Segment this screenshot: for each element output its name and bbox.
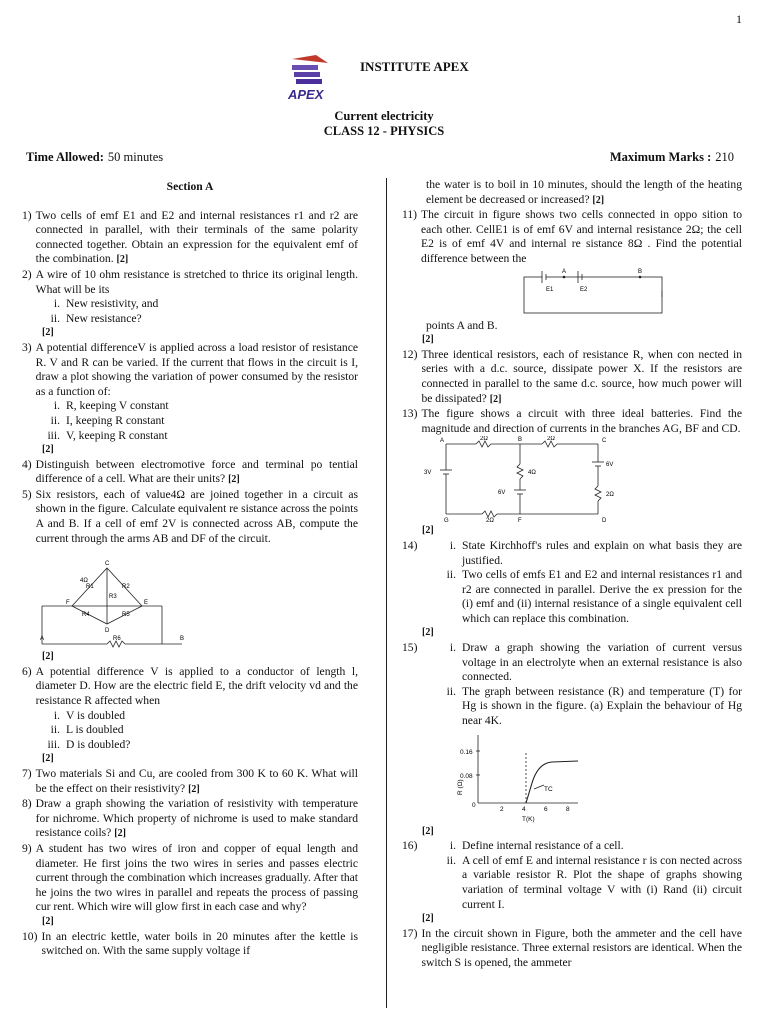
- svg-text:0: 0: [472, 801, 476, 809]
- sub-item: iii. D is doubled?: [47, 737, 131, 751]
- question-number: 8): [22, 797, 32, 811]
- svg-text:4Ω: 4Ω: [80, 578, 88, 585]
- marks-tag: [2]: [42, 753, 54, 765]
- marks-tag: [2]: [228, 474, 240, 486]
- figure-six-resistors: [22, 546, 358, 650]
- apex-logo: [286, 55, 334, 105]
- question-number: 14): [402, 538, 418, 552]
- marks-tag: [2]: [422, 525, 434, 537]
- question-text: The figure shows a circuit with three ideal batteries. Find the magnitude and direction of currents in the branches AG, BF and CD.: [421, 407, 742, 435]
- question-text: A student has two wires of iron and copper of equal length and diameter. He first joins the two wires in series and passes electric current through the combination which increases gradually. After that he joins the two wires in parallel and repeats the process of passing cur rent. Which wire will glow first in each case and why?: [35, 841, 358, 914]
- question-10-continued: the water is to boil in 10 minutes, should the length of the heating element be decreased or increased? [2]: [426, 178, 742, 206]
- marks-tag: [2]: [116, 254, 129, 266]
- marks-tag: [2]: [422, 913, 434, 925]
- svg-text:2Ω: 2Ω: [486, 518, 494, 525]
- svg-text:0.16: 0.16: [460, 748, 473, 756]
- column-divider: [386, 178, 387, 1008]
- svg-text:E2: E2: [580, 286, 588, 293]
- svg-text:R6: R6: [113, 636, 121, 643]
- svg-text:8: 8: [566, 805, 570, 813]
- question-2: [22, 268, 358, 297]
- marks-tag: [2]: [188, 783, 200, 795]
- topic-title: Current electricity: [334, 109, 434, 123]
- question-12: [402, 348, 742, 407]
- marks-tag: [2]: [422, 825, 434, 837]
- svg-text:B: B: [518, 437, 523, 444]
- marks-tag: [2]: [42, 444, 54, 456]
- svg-text:E: E: [144, 600, 149, 607]
- question-text: Two materials Si and Cu, are cooled from 300 K to 60 K. What will be the effect on their resistivity?: [35, 767, 358, 795]
- figure-three-batteries: [402, 436, 742, 524]
- question-7: [22, 767, 358, 797]
- question-number: 17): [402, 926, 418, 940]
- svg-text:4: 4: [522, 805, 526, 813]
- question-4: [22, 458, 358, 488]
- class-title: CLASS 12 - PHYSICS: [323, 124, 445, 138]
- question-number: 10): [22, 929, 38, 943]
- right-column: [402, 178, 742, 971]
- svg-text:0.08: 0.08: [460, 772, 473, 780]
- question-text: In the circuit shown in Figure, both the ammeter and the cell have negligible resistance. Three external resistors are identical. When the switch S is opened, the ammeter: [421, 926, 742, 969]
- marks-tag: [2]: [422, 627, 434, 639]
- question-11: [402, 208, 742, 266]
- question-14: 14) i. State Kirchhoff's rules and explain on what basis they are justified. ii. Two cells of emfs E1 and E2 and internal resistances r1 and r2 are connected in parallel. Derive the ex pression for the (i) emf and (ii) internal resistance of a single equivalent cell which can replace this combination.: [402, 538, 742, 625]
- time-allowed: [26, 150, 163, 165]
- svg-text:R4: R4: [82, 612, 90, 619]
- svg-text:R (Ω): R (Ω): [457, 778, 464, 795]
- svg-text:A: A: [440, 438, 445, 445]
- question-number: 3): [22, 340, 32, 354]
- sub-item: ii. I, keeping R constant: [50, 413, 165, 427]
- svg-text:F: F: [66, 600, 70, 607]
- question-17: [402, 927, 742, 971]
- sub-item: i. New resistivity, and: [53, 297, 159, 311]
- marks-value: 210: [715, 150, 734, 164]
- svg-text:D: D: [105, 628, 110, 635]
- question-text: A potential difference V is applied to a conductor of length l, diameter D. How are the electric field E, the drift velocity vd and the resistance R affected when: [35, 664, 358, 708]
- question-text: Three identical resistors, each of resistance R, when con nected in series with a d.c. source, dissipate power X. If the resistors are connected in parallel to the same d.c. source, how much power will be dissipated?: [421, 347, 742, 405]
- question-number: 1): [22, 208, 32, 222]
- svg-text:3V: 3V: [424, 470, 432, 477]
- sub-item: ii. New resistance?: [50, 311, 142, 325]
- svg-text:R2: R2: [122, 584, 130, 591]
- figure-two-cells: [402, 267, 742, 319]
- svg-text:6V: 6V: [606, 462, 614, 469]
- figure-hg-resistance-graph: [402, 729, 742, 825]
- svg-text:R5: R5: [122, 612, 130, 619]
- sub-item: iii. V, keeping R constant: [47, 428, 168, 442]
- page-number: 1: [736, 12, 742, 26]
- question-text: Distinguish between electromotive force and terminal po tential difference of a cell. What are their units?: [35, 457, 358, 486]
- question-text: A potential differenceV is applied across a load resistor of resistance R. V and R can be varied. If the current that flows in the circuit is I, draw a plot showing the variation of power consumed by the resistor as a function of:: [35, 340, 358, 398]
- question-11-continued: points A and B.: [426, 318, 498, 332]
- left-column: [22, 178, 358, 959]
- svg-text:C: C: [105, 561, 110, 568]
- marks-tag: [2]: [42, 327, 54, 339]
- question-number: 2): [22, 267, 32, 281]
- question-text: Two cells of emf E1 and E2 and internal resistances r1 and r2 are connected in parallel, with their terminals of the same polarity connected together. Obtain an expression for the equivalent emf of the combination.: [35, 208, 358, 266]
- marks-tag: [2]: [422, 334, 434, 346]
- svg-text:A: A: [562, 268, 567, 275]
- svg-text:B: B: [638, 268, 643, 275]
- svg-text:2Ω: 2Ω: [547, 436, 555, 443]
- question-5: [22, 488, 358, 546]
- sub-item: ii. L is doubled: [50, 723, 124, 737]
- question-text: In an electric kettle, water boils in 20 minutes after the kettle is switched on. With the same supply voltage if: [41, 929, 358, 958]
- svg-text:2: 2: [500, 805, 504, 813]
- svg-text:C: C: [602, 438, 607, 445]
- max-marks: [610, 150, 734, 165]
- svg-text:R3: R3: [109, 594, 117, 601]
- sub-item: i. V is doubled: [53, 708, 126, 722]
- question-text: Six resistors, each of value4Ω are joined together in a circuit as shown in the figure. Calculate equivalent re sistance across the points A and B. If a cell of emf 2V is connected across AB, compute the current through the arms AB and DF of the circuit.: [35, 487, 358, 545]
- question-3: [22, 341, 358, 399]
- svg-text:A: A: [40, 636, 45, 643]
- svg-text:E1: E1: [546, 286, 554, 293]
- svg-text:G: G: [444, 518, 449, 525]
- question-number: 6): [22, 664, 32, 678]
- marks-label: Maximum Marks :: [609, 150, 712, 164]
- question-text: A wire of 10 ohm resistance is stretched to thrice its original length. What will be its: [35, 267, 358, 296]
- svg-text:4Ω: 4Ω: [528, 470, 536, 477]
- question-1: [22, 209, 358, 268]
- marks-tag: [2]: [114, 828, 126, 840]
- question-text: The circuit in figure shows two cells connected in oppo sition to each other. CellE1 is of emf 6V and internal resistance 2Ω; the cell E2 is of emf 4V and internal re sistance 8Ω . Find the potential difference between the: [421, 208, 742, 265]
- institute-name: INSTITUTE APEX: [360, 59, 469, 74]
- question-9: [22, 842, 358, 915]
- marks-tag: [2]: [42, 915, 54, 927]
- svg-text:D: D: [602, 518, 607, 525]
- svg-text:2Ω: 2Ω: [480, 436, 488, 443]
- question-8: [22, 797, 358, 842]
- question-16: 16) i. Define internal resistance of a cell. ii. A cell of emf E and internal resistance r is con nected across a variable resistor R. Plot the shape of graphs showing variation of terminal voltage V with (i) Rand (ii) circuit current I.: [402, 839, 742, 911]
- sub-item: i. R, keeping V constant: [53, 399, 169, 413]
- question-number: 4): [22, 457, 32, 471]
- svg-text:TC: TC: [544, 785, 553, 793]
- section-title: Section A: [166, 180, 214, 193]
- question-text: Draw a graph showing the variation of resistivity with temperature for nichrome. Which property of nichrome is used to make standard resistance coils?: [35, 797, 358, 840]
- question-15: 15) i. Draw a graph showing the variation of current versus voltage in an electrolyte when an external resistance is also connected. ii. The graph between resistance (R) and temperature (T) for Hg is shown in the figure. (a) Explain the behaviour of Hg near 4K.: [402, 641, 742, 728]
- svg-text:6: 6: [544, 805, 548, 813]
- time-label: Time Allowed:: [26, 150, 104, 164]
- question-number: 16): [402, 839, 418, 853]
- question-number: 11): [402, 208, 418, 222]
- svg-text:T(K): T(K): [522, 815, 535, 823]
- question-number: 5): [22, 487, 32, 501]
- time-value: 50 minutes: [107, 150, 164, 164]
- question-6: [22, 665, 358, 709]
- question-number: 7): [22, 767, 32, 780]
- logo-text: APEX: [288, 87, 324, 102]
- svg-text:B: B: [180, 636, 185, 643]
- svg-text:2Ω: 2Ω: [606, 492, 614, 499]
- svg-text:R1: R1: [86, 584, 94, 591]
- question-10: [22, 930, 358, 959]
- marks-tag: [2]: [42, 651, 54, 663]
- question-number: 9): [22, 841, 32, 855]
- svg-text:F: F: [518, 518, 522, 525]
- svg-text:6V: 6V: [498, 490, 506, 497]
- question-number: 12): [402, 347, 418, 361]
- question-number: 15): [402, 641, 418, 655]
- marks-tag: [2]: [489, 393, 502, 405]
- question-number: 13): [402, 407, 418, 421]
- question-13: [402, 407, 742, 436]
